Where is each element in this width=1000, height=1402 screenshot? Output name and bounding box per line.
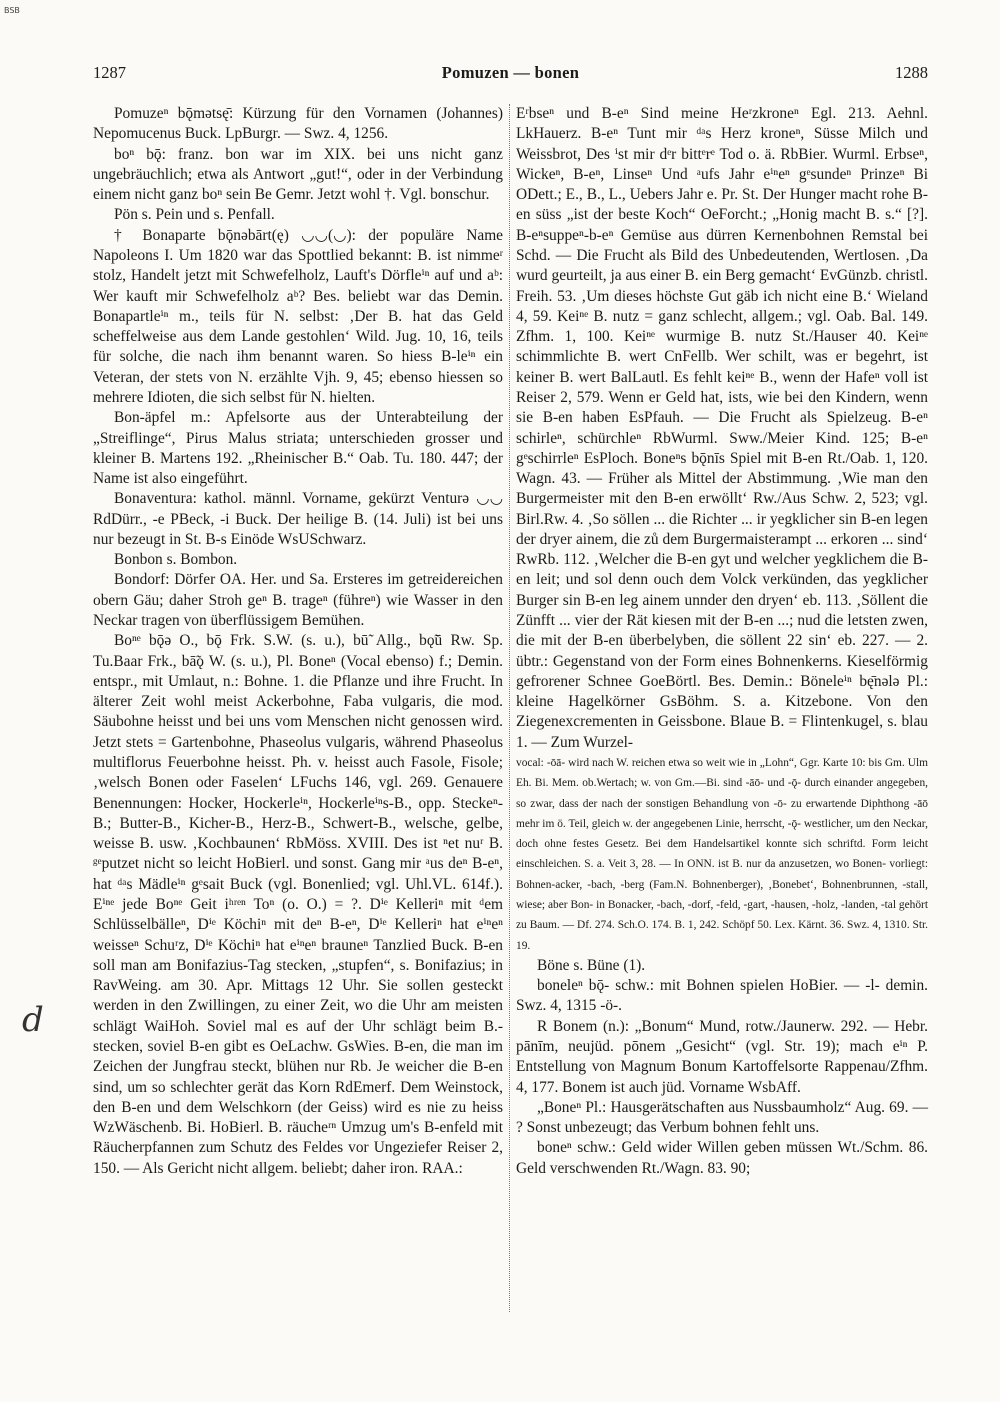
running-title: Pomuzen — bonen xyxy=(441,63,580,82)
dictionary-entry: vocal: -ōā- wird nach W. reichen etwa so weit wie in „Lohn“, Ggr. Karte 10: bis Gm. Ulm Eh. Bi. Mem. ob.Wertach; w. von Gm.—Bi. sind -āō- und -ǭ- durch einander angegeben, so zwar, dass der nach der sonstigen Behandlung von -ō- zu erwartende Diphthong -āō mehr im ö. Teil, gleich w. der angegebenen Linie, herrscht, -ǭ- westlicher, um den Neckar, doch ohne festes Gesetz. Bei dem Handelsartikel konnte sich schriftd. Form leicht einschleichen. S. a. Veit 3, 28. — In ONN. ist B. nur da anzusetzen, wo Bonen- vorliegt: Bohnen-acker, -bach, -berg (Fam.N. Bohnenberger), ‚Bonebet‘, Bohnenbrunnen, -stall, wiese; aber Bon- in Bonacker, -bach, -dorf, -feld, -gart, -hausen, -holz, -landen, -tal gehört zu Baum. — Df. 274. Sch.O. 174. B. 1, 242. Schöpf 50. Lex. Kärnt. 36. Swz. 4, 1310. Str. 19. xyxy=(516,757,928,952)
dictionary-entry: Pomuzeⁿ bǭmətsę̄: Kürzung für den Vornamen (Johannes) Nepomucenus Buck. LpBurgr. — Swz. 4, 1256. xyxy=(93,105,503,143)
dictionary-entry: Eʳbseⁿ und B-eⁿ Sind meine Heʳzkroneⁿ Egl. 213. Aehnl. LkHauerz. B-eⁿ Tunt mir ᵈᵃs Herz kroneⁿ, Süsse Milch und Weissbrot, Des ⁱst mir dᵉr bittᵉrᵉ Tod o. ä. RbBier. Wurml. Erbseⁿ, Wickeⁿ, B-eⁿ, Linseⁿ Und ᵃufs Jahr eⁱⁿeⁿ gᵉsundeⁿ Prinzeⁿ Bi ODett.; E., B., L., Uebers Jahr e. Pr. St. Der Hunger macht rohe B-en süss „ist der beste Koch“ OeForcht.; „Honig macht B. s.“ [?]. B-eⁿsuppeⁿ-b-eⁿ Gemüse aus dürren Kernenbohnen Remstal bei Schd. — Die Frucht als Bild des Unbedeutenden, Wertlosen. ‚Da wurd geurteilt, ja aus einer B. ein Berg gemacht‘ EvGünzb. christl. Freih. 53. ‚Um dieses höchste Gut gäb ich nicht eine B.‘ Wieland 4, 59. Keiⁿᵉ B. nutz = ganz schlecht, allgem.; vgl. Oab. Bal. 149. Zfhm. 1, 100. Keiⁿᵉ wurmige B. nutz St./Hauser 40. Keiⁿᵉ schimmlichte B. wert CnFellb. Wer schilt, was er begehrt, ist keiner B. wert BalLautl. Es fehlt keiⁿᵉ B., wenn der Hafeⁿ voll ist Reiser 2, 579. Wenn er Geld hat, ists, wie bei den Kindern, wenn sie B-en haben EsPfauh. — Die Frucht als Spielzeug. B-eⁿ schirleⁿ, schürchleⁿ RbWurml. Sww./Meier Kind. 125; B-eⁿ gᵉschirrleⁿ EsPloch. Boneⁿs bǭnīs Spiel mit B-en Rt./Oab. 1, 120. Wagn. 43. — Früher als Mittel der Abstimmung. ‚Wie man den Burgermeister mit den B-en erwöllt‘ Rw./Aus Schw. 2, 523; vgl. Birl.Rw. 4. ‚So söllen ... die Richter ... ir yegklicher sin B-en legen der dryer ainem, die zů dem Burgermaisterampt ... erkoren ... sind‘ RwRb. 112. ‚Welcher die B-en gyt und welcher yegklichem die B-en leit; und sol denn ouch dem Volck verkünden, das yegklicher Burger sin B-en leg ainem unnder den dryen‘ eb. 113. ‚Söllent die Zünfft ... vier der Rät kiesen mit der B-en ...; nud die letsten zwen, die mit der B-en überbelyben, die söllent 22 sin‘ eb. 227. — 2. übtr.: Gegenstand von der Form eines Bohnenkerns. Kieselförmig gefrorener Schnee GoeBörtl. Bes. Demin.: Böneleⁱⁿ bę̄nələ Pl.: kleine Hagelkörner GsBöhm. S. a. Kitzebone. Von den Ziegenexcrementen in Geissbone. Blaue B. = Flintenkugel, s. blau 1. — Zum Wurzel- xyxy=(516,105,928,751)
column-divider xyxy=(509,104,510,1312)
dictionary-entry: Bonbon s. Bombon. xyxy=(114,551,238,569)
right-column xyxy=(516,104,928,1179)
dictionary-entry: Pön s. Pein und s. Penfall. xyxy=(114,206,275,224)
dictionary-entry: boⁿ bǭ: franz. bon war im XIX. bei uns nicht ganz ungebräuchlich; etwa als Antwort „gut!“, oder in der Verbindung einem nicht ganz boⁿ sein Be Gemr. Jetzt wohl †. Vgl. bonschur. xyxy=(93,145,503,204)
dictionary-entry: R Bonem (n.): „Bonum“ Mund, rotw./Jaunerw. 292. — Hebr. pānīm, neujüd. pōnem „Gesicht“ (vgl. Str. 19); mach eⁱⁿ P. Entstellung von Magnum Bonum Kartoffelsorte Rappenau/Zfhm. 4, 177. Bonem ist auch jüd. Vorname WsbAff. xyxy=(516,1017,928,1096)
dictionary-entry: Böne s. Büne (1). xyxy=(537,956,646,974)
dictionary-entry: † Bonaparte bǭnəbārt(ę) ◡◡(◡): der populäre Name Napoleons I. Um 1820 war das Spottlied bekannt: B. ist nimmeʳ stolz, Handelt jetzt mit Schwefelholz, Lauft's Dörfleⁱⁿ auf und aᵇ: Wer kauft mir Schwefelholz aᵇ? Bes. beliebt war das Demin. Bonapartleⁱⁿ m., teils für N. selbst: ‚Der B. hat das Geld scheffelweise aus dem Lande gestohlen‘ Wild. Jug. 10, 16, teils für solche, die nach ihm benannt waren. So hiess B-leⁱⁿ ein Veteran, der stets von N. erzählte Vjh. 9, 45; ebenso hiessen so mehrere Idioten, die sich selbst für N. hielten. xyxy=(93,226,503,406)
dictionary-entry: Bon-äpfel m.: Apfelsorte aus der Unterabteilung der „Streiflinge“, Pirus Malus striata; unterschieden grosser und kleiner B. Martens 192. „Rheinischer B.“ Oab. Tu. 180. 447; der Name ist also eingeführt. xyxy=(93,409,503,488)
dictionary-entry: Bonaventura: kathol. männl. Vorname, gekürzt Venturə ◡◡ RdDürr., -e PBeck, -i Buck. Der heilige B. (14. Juli) ist bei uns nur bezeugt in St. B-s Einöde WsUSchwarz. xyxy=(93,490,503,548)
left-column xyxy=(93,104,503,1179)
handwritten-margin-mark: d xyxy=(22,1000,44,1040)
page-header xyxy=(93,63,928,87)
dictionary-entry: boneⁿ schw.: Geld wider Willen geben müssen Wt./Schm. 86. Geld verschwenden Rt./Wagn. 83. 90; xyxy=(516,1139,928,1177)
dictionary-entry: boneleⁿ bǭ- schw.: mit Bohnen spielen HoBier. — -l- demin. Swz. 4, 1315 -ö-. xyxy=(516,977,928,1015)
library-stamp: BSB xyxy=(4,6,20,15)
dictionary-entry: Boⁿᵉ bǭə O., bǭ Frk. S.W. (s. u.), bū̃ Allg., bǫ̃ū Rw. Sp. Tu.Baar Frk., bā̃ǫ W. (s. u.), Pl. Boneⁿ (Vocal ebenso) f.; Demin. entspr., mit Umlaut, n.: Bohne. 1. die Pflanze und ihre Frucht. In älterer Zeit wohl meist Ackerbohne, Faba vulgaris, die mod. Säubohne heisst und bei uns vom Menschen nicht genossen wird. Jetzt stets = Gartenbohne, Phaseolus vulgaris, während Phaseolus multiflorus Feuerbohne heisst. Ph. v. heisst auch Fasole, Fisole; ‚welsch Bonen oder Faselen‘ LFuchs 146, vgl. 269. Genauere Benennungen: Hocker, Hockerleⁱⁿ, Hockerleⁱⁿs-B., opp. Steckeⁿ-B.; Butter-B., Kicher-B., Herz-B., Schwert-B., welsche, gelbe, weisse B. usw. ‚Kochbaunen‘ RbMöss. XVIII. Des ist ⁿet nuʳ B. ᵍᵉputzet nicht so leicht HoBierl. und sonst. Gang mir ᵃus deⁿ B-eⁿ, hat ᵈᵃs Mädleⁱⁿ gᵉsait Buck (vgl. Bonenlied; vgl. Uhl.VL. 614f.). Eⁱⁿᵉ jede Boⁿᵉ Geit iʰʳᵉⁿ Toⁿ (o. O.) = ?. Dⁱᵉ Kelleriⁿ mit ᵈem Schlüsselbälleⁿ, Dⁱᵉ Köchiⁿ mit deⁿ B-eⁿ, Dⁱᵉ Kelleriⁿ hat eⁱⁿeⁿ weisseⁿ Schuʳz, Dⁱᵉ Köchiⁿ hat eⁱⁿeⁿ brauneⁿ Tanzlied Buck. B-en soll man am Bonifazius-Tag stecken, „stupfen“, s. Bonifazius; in RavWeing. am 30. Apr. Mittags 12 Uhr. Sie sollen gesteckt werden in den Zwillingen, zu einer Zeit, wo die Uhr am meisten schlägt WaiHoh. Soviel mal es auf der Uhr schlägt beim B.-stecken, soviel B-en gibt es OeLachw. GsWies. B-en, die man im Zeichen der Jungfrau steckt, blühen nur Rb. Je weicher die B-en sind, um so schlechter gerät das Korn RdEmerf. Dem Weinstock, den B-en und dem Welschkorn (der Geiss) wird es nie zu heiss WzWäschenb. Bi. HoBierl. B. räucheʳⁿ Umzug um's B-enfeld mit Räucherpfannen zum Schutz des Feldes vor Ungeziefer Reiser 2, 150. — Als Gericht nicht allgem. beliebt; daher iron. RAA.: xyxy=(93,632,503,1177)
page-number-left: 1287 xyxy=(93,63,126,82)
dictionary-entry: Bondorf: Dörfer OA. Her. und Sa. Ersteres im getreidereichen obern Gäu; daher Stroh geⁿ B. trageⁿ (führeⁿ) wie Wasser in den Neckar tragen von überflüssigem Bemühen. xyxy=(93,571,503,630)
dictionary-entry: „Boneⁿ Pl.: Hausgerätschaften aus Nussbaumholz“ Aug. 69. — ? Sonst unbezeugt; das Verbum bohnen fehlt uns. xyxy=(516,1098,928,1137)
page-number-right: 1288 xyxy=(895,63,928,82)
